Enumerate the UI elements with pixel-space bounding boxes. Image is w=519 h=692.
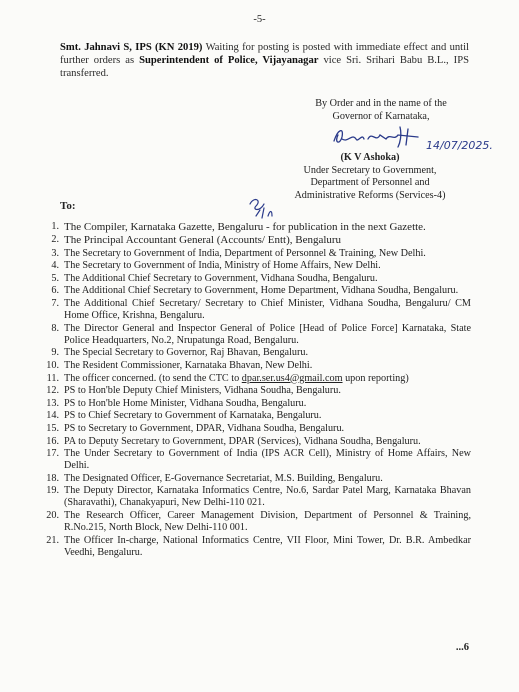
recipient-item xyxy=(40,485,471,509)
officer-name: Smt. Jahnavi S, IPS (KN 2019) xyxy=(60,42,203,53)
recipient-text xyxy=(64,373,471,385)
recipient-text: The Officer In-charge, National Informatics Centre, VII Floor, Mini Tower, Dr. B.R. Ambedkar Veedhi, Bengaluru. xyxy=(64,534,471,558)
recipient-number: 10. xyxy=(46,359,59,371)
recipient-item xyxy=(40,221,471,234)
recipient-text: The Under Secretary to Government of India (IPS ACR Cell), Ministry of Home Affairs, New Delhi. xyxy=(64,448,471,472)
recipient-item xyxy=(40,273,471,285)
recipient-item xyxy=(40,323,471,347)
recipient-item xyxy=(40,448,471,472)
recipient-number: 9. xyxy=(51,347,59,359)
recipient-text: The Designated Officer, E-Governance Secretariat, M.S. Building, Bengaluru. xyxy=(64,472,383,484)
recipient-item xyxy=(40,423,471,435)
recipient-number: 11. xyxy=(46,372,59,384)
recipient-item xyxy=(40,398,471,410)
recipient-list xyxy=(40,221,471,559)
recipient-text: The Additional Chief Secretary to Government, Vidhana Soudha, Bengaluru. xyxy=(64,272,378,284)
page-number: -5- xyxy=(253,14,266,25)
recipient-text: The Resident Commissioner, Karnataka Bhavan, New Delhi. xyxy=(64,359,313,371)
recipient-number: 20. xyxy=(46,510,59,522)
recipient-item xyxy=(40,298,471,322)
recipient-number: 18. xyxy=(46,472,59,484)
recipient-text: The Research Officer, Career Management Division, Department of Personnel & Training, R.No.215, North Block, New Delhi-110 001. xyxy=(64,510,471,534)
recipient-text: The Additional Chief Secretary to Government, Home Department, Vidhana Soudha, Bengaluru. xyxy=(64,285,459,297)
recipient-text: The Secretary to Government of India, Ministry of Home Affairs, New Delhi. xyxy=(64,260,381,272)
signatory-line-2: Department of Personnel and xyxy=(310,177,430,188)
recipient-number: 7. xyxy=(51,297,59,309)
recipient-item xyxy=(40,510,471,534)
recipient-number: 4. xyxy=(51,260,59,272)
continuation-marker: ...6 xyxy=(455,642,469,653)
post-title: Superintendent of Police, Vijayanagar xyxy=(139,55,319,66)
recipient-item xyxy=(40,410,471,422)
recipient-text: The Compiler, Karnataka Gazette, Bengaluru - for publication in the next Gazette. xyxy=(64,221,426,233)
recipient-number: 19. xyxy=(46,485,59,497)
recipient-text: The Principal Accountant General (Accounts/ Entt), Bengaluru xyxy=(64,234,342,247)
recipient-item xyxy=(40,373,471,385)
recipient-number: 21. xyxy=(46,534,59,546)
recipient-item xyxy=(40,385,471,397)
signature-date: 14/07/2025. xyxy=(426,139,493,152)
signatory-line-3: Administrative Reforms (Services-4) xyxy=(294,189,446,201)
recipient-text: PS to Chief Secretary to Government of Karnataka, Bengaluru. xyxy=(64,410,322,422)
recipient-text: PS to Secretary to Government, DPAR, Vidhana Soudha, Bengaluru. xyxy=(64,422,345,434)
recipient-item xyxy=(40,285,471,297)
signatory-line-1: Under Secretary to Government, xyxy=(303,164,437,176)
recipient-item xyxy=(40,436,471,448)
recipient-text: The Director General and Inspector General of Police [Head of Police Force] Karnataka, State Police Headquarters, No.2, Nrupatunga Road, Bengaluru. xyxy=(64,322,471,346)
recipient-number: 17. xyxy=(46,448,59,460)
recipient-item xyxy=(40,248,471,260)
recipient-item xyxy=(40,234,471,247)
email-link[interactable]: dpar.ser.us4@gmail.com xyxy=(241,372,343,384)
recipient-text: The Secretary to Government of India, Department of Personnel & Training, New Delhi. xyxy=(64,247,426,259)
signatory-name: (K V Ashoka) xyxy=(340,152,400,163)
recipient-number: 14. xyxy=(46,410,59,422)
recipient-number: 16. xyxy=(46,435,59,447)
recipient-item xyxy=(40,260,471,272)
intro-text-1: Waiting for posting is posted with immediate effect and until further orders as xyxy=(60,42,469,66)
order-authority xyxy=(296,98,466,123)
recipient-number: 15. xyxy=(46,422,59,434)
recipient-number: 8. xyxy=(51,322,59,334)
recipient-item xyxy=(40,473,471,485)
recipient-number: 13. xyxy=(46,397,59,409)
posting-paragraph xyxy=(60,41,469,80)
recipient-number: 6. xyxy=(51,285,59,297)
order-line-2: Governor of Karnataka, xyxy=(332,110,430,122)
recipient-number: 12. xyxy=(46,385,59,397)
recipient-item xyxy=(40,535,471,559)
order-line-1: By Order and in the name of the xyxy=(315,98,447,109)
recipient-number: 2. xyxy=(51,234,59,246)
recipient-text: PS to Hon'ble Home Minister, Vidhana Soudha, Bengaluru. xyxy=(64,397,307,409)
recipient-number: 5. xyxy=(51,272,59,284)
recipient-text: The Deputy Director, Karnataka Informatics Centre, No.6, Sardar Patel Marg, Karnataka Bhavan (Sharavathi), Chanakyapuri, New Delhi-110 021. xyxy=(64,485,471,509)
intro-text-2: vice Sri. Srihari Babu B.L., IPS transferred. xyxy=(60,55,469,79)
recipient-number: 3. xyxy=(51,247,59,259)
recipient-text: PS to Hon'ble Deputy Chief Ministers, Vidhana Soudha, Bengaluru. xyxy=(64,385,341,397)
recipient-text-before: The officer concerned. (to send the CTC to xyxy=(64,372,242,384)
recipient-text: The Additional Chief Secretary/ Secretary to Chief Minister, Vidhana Soudha, Bengaluru/ CM Home Office, Krishna, Bengaluru. xyxy=(64,297,471,322)
recipient-text: PA to Deputy Secretary to Government, DPAR (Services), Vidhana Soudha, Bengaluru. xyxy=(64,435,421,447)
signatory-block xyxy=(280,152,460,202)
recipient-number: 1. xyxy=(51,221,59,232)
recipient-text: The Special Secretary to Governor, Raj Bhavan, Bengaluru. xyxy=(64,347,309,359)
recipient-item xyxy=(40,347,471,359)
recipient-text-after: upon reporting) xyxy=(342,372,409,384)
recipient-item xyxy=(40,360,471,372)
to-label: To: xyxy=(60,200,76,212)
